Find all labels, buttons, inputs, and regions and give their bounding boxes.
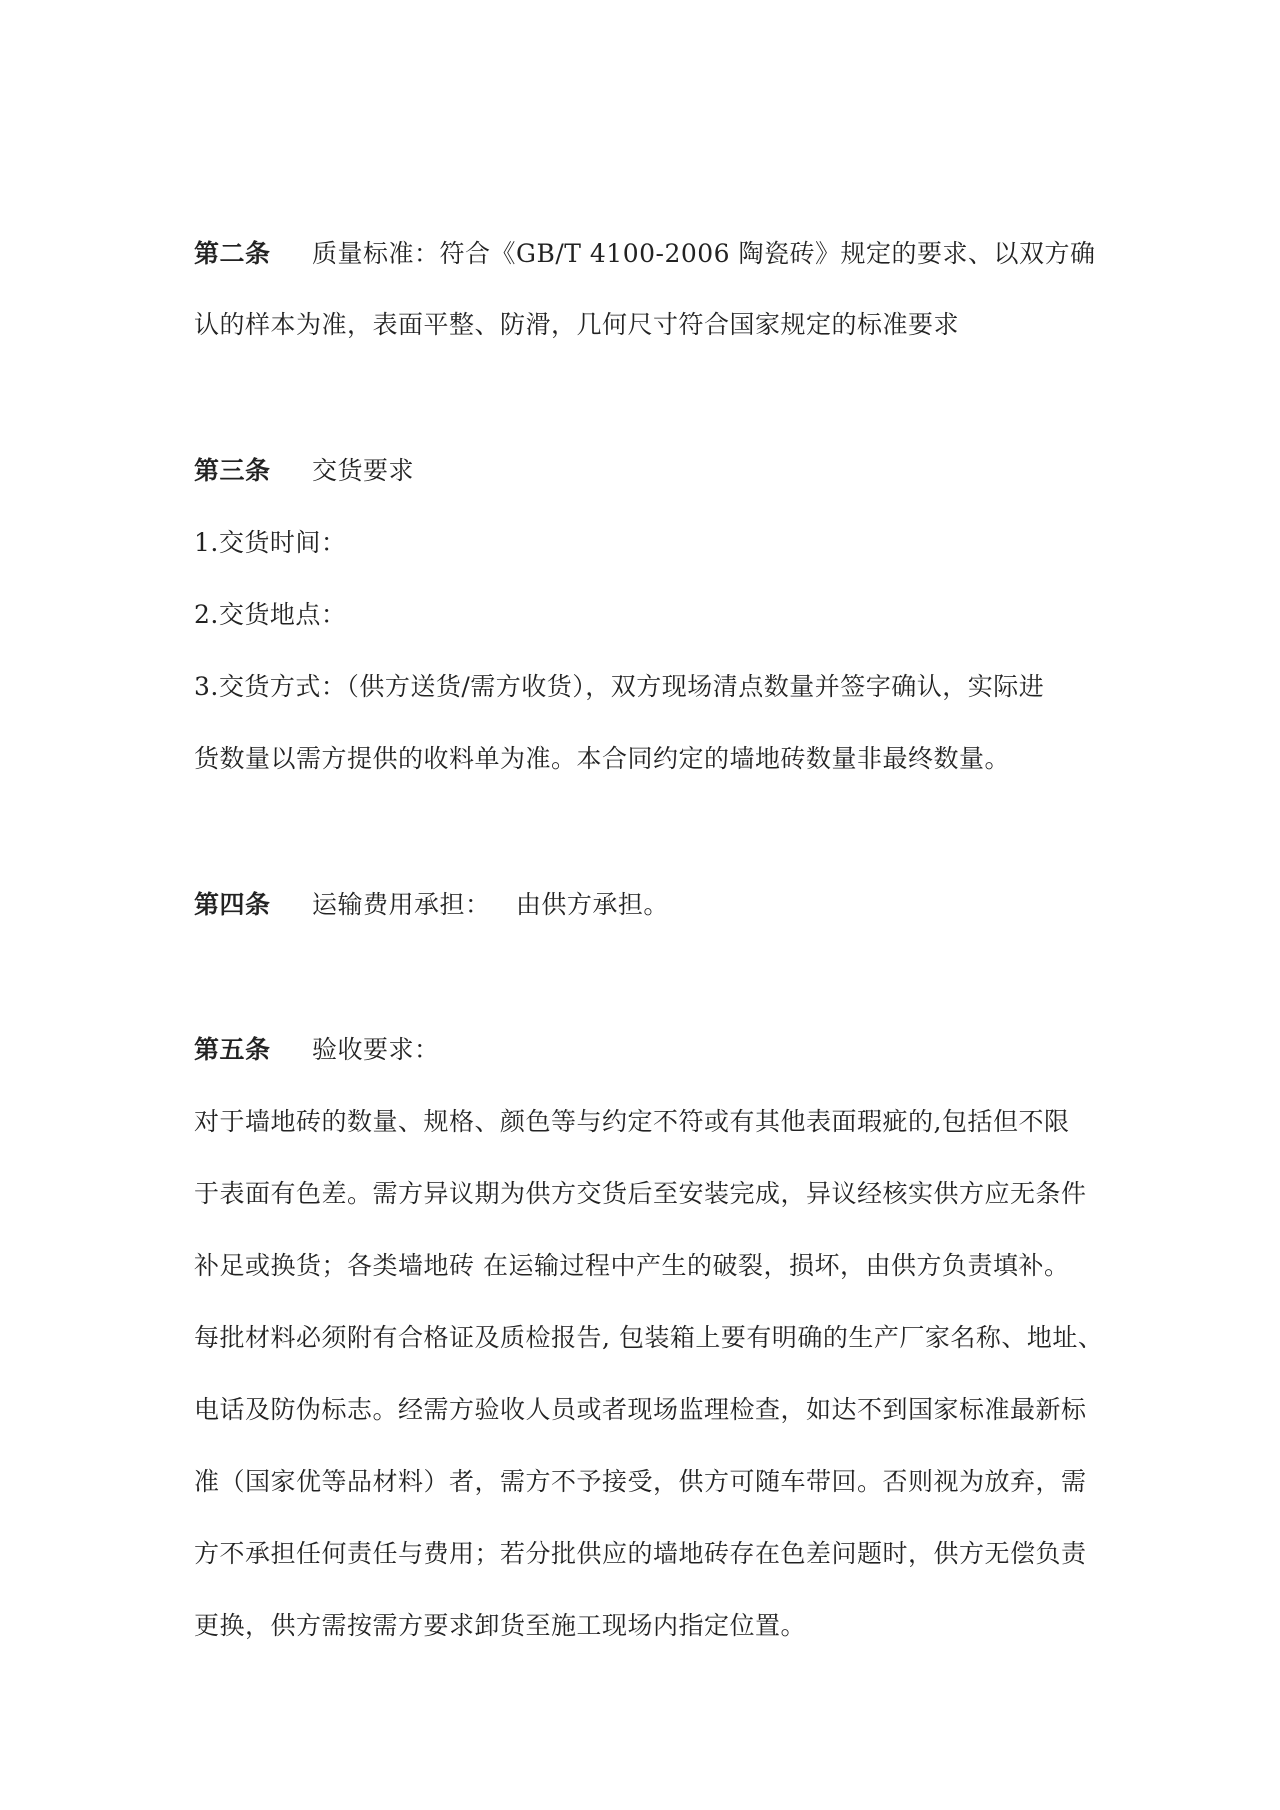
article-3-heading	[194, 454, 1094, 488]
article-5-paragraph-line: 对于墙地砖的数量、规格、颜色等与约定不符或有其他表面瑕疵的,包括但不限	[194, 1107, 1070, 1136]
article-5-paragraph-line: 更换，供方需按需方要求卸货至施工现场内指定位置。	[194, 1611, 807, 1640]
article-3-number: 第三条	[194, 456, 271, 485]
article-5-paragraph-line: 补足或换货；各类墙地砖 在运输过程中产生的破裂，损坏，由供方负责填补。	[194, 1251, 1070, 1280]
article-5-number: 第五条	[194, 1035, 271, 1064]
article-3-item-3-line-2: 货数量以需方提供的收料单为准。本合同约定的墙地砖数量非最终数量。	[194, 744, 1011, 773]
article-2-number: 第二条	[194, 239, 271, 268]
article-5-paragraph-line: 方不承担任何责任与费用；若分批供应的墙地砖存在色差问题时，供方无偿负责	[194, 1539, 1087, 1568]
article-3-title: 交货要求	[312, 456, 415, 485]
article-4-text: 运输费用承担： 由供方承担。	[312, 890, 669, 919]
article-5-title: 验收要求：	[312, 1035, 440, 1064]
article-2-line-1	[194, 237, 1094, 271]
article-5-paragraph-line: 每批材料必须附有合格证及质检报告, 包装箱上要有明确的生产厂家名称、地址、	[194, 1323, 1104, 1352]
article-2-text-1: 质量标准：符合《GB/T 4100-2006 陶瓷砖》规定的要求、以双方确	[312, 239, 1096, 268]
article-3-item-2: 2.交货地点：	[194, 600, 347, 629]
article-5-paragraph-line: 准（国家优等品材料）者，需方不予接受，供方可随车带回。否则视为放弃，需	[194, 1467, 1087, 1496]
article-5-paragraph-line: 电话及防伪标志。经需方验收人员或者现场监理检查，如达不到国家标准最新标	[194, 1395, 1087, 1424]
article-3-item-1: 1.交货时间：	[194, 528, 347, 557]
article-4-line	[194, 888, 1094, 922]
article-4-number: 第四条	[194, 890, 271, 919]
article-3-item-3-line-1: 3.交货方式：（供方送货/需方收货），双方现场清点数量并签字确认，实际进	[194, 672, 1045, 701]
article-5-heading	[194, 1033, 1094, 1067]
article-5-paragraph-line: 于表面有色差。需方异议期为供方交货后至安装完成，异议经核实供方应无条件	[194, 1179, 1087, 1208]
article-2-line-2: 认的样本为准，表面平整、防滑，几何尺寸符合国家规定的标准要求	[194, 310, 960, 339]
